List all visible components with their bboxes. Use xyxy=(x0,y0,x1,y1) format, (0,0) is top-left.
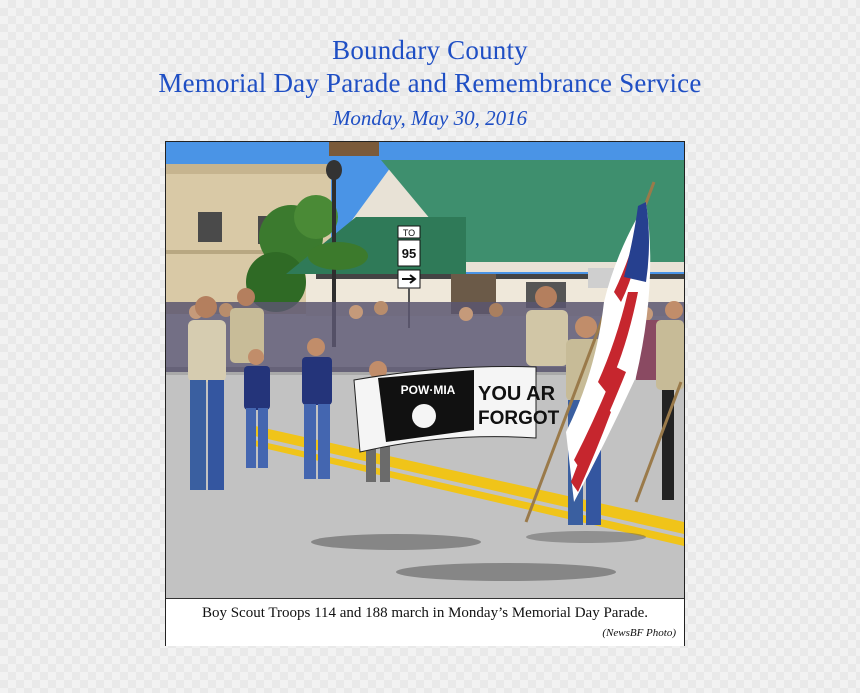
title-county: Boundary County xyxy=(332,35,528,65)
photo-caption: Boy Scout Troops 114 and 188 march in Monday’s Memorial Day Parade. xyxy=(201,605,649,621)
tree xyxy=(294,195,338,239)
parade-scene xyxy=(166,142,684,598)
photo-frame xyxy=(165,141,685,646)
page-header xyxy=(0,34,860,133)
shadow xyxy=(311,534,481,550)
banner-pow-text: POW·MIA xyxy=(400,383,456,397)
cub-scout xyxy=(307,338,325,356)
banner-you-are-text: YOU AR xyxy=(478,383,556,405)
hanging-flower-basket xyxy=(308,242,368,270)
parade-photo xyxy=(166,142,684,598)
caption-area xyxy=(166,598,684,646)
banner-forgot-text: FORGOT xyxy=(478,408,560,429)
flag-bearer xyxy=(575,316,597,338)
photo-credit: (NewsBF Photo) xyxy=(602,627,676,639)
pow-silhouette xyxy=(412,404,436,428)
sign-route-text: 95 xyxy=(401,246,417,261)
sign-to-text: TO xyxy=(402,228,416,238)
event-date: Monday, May 30, 2016 xyxy=(332,106,528,130)
building-window xyxy=(198,212,222,242)
scout-leader xyxy=(195,296,217,318)
lamp xyxy=(326,160,342,180)
title-event: Memorial Day Parade and Remembrance Service xyxy=(158,68,702,98)
